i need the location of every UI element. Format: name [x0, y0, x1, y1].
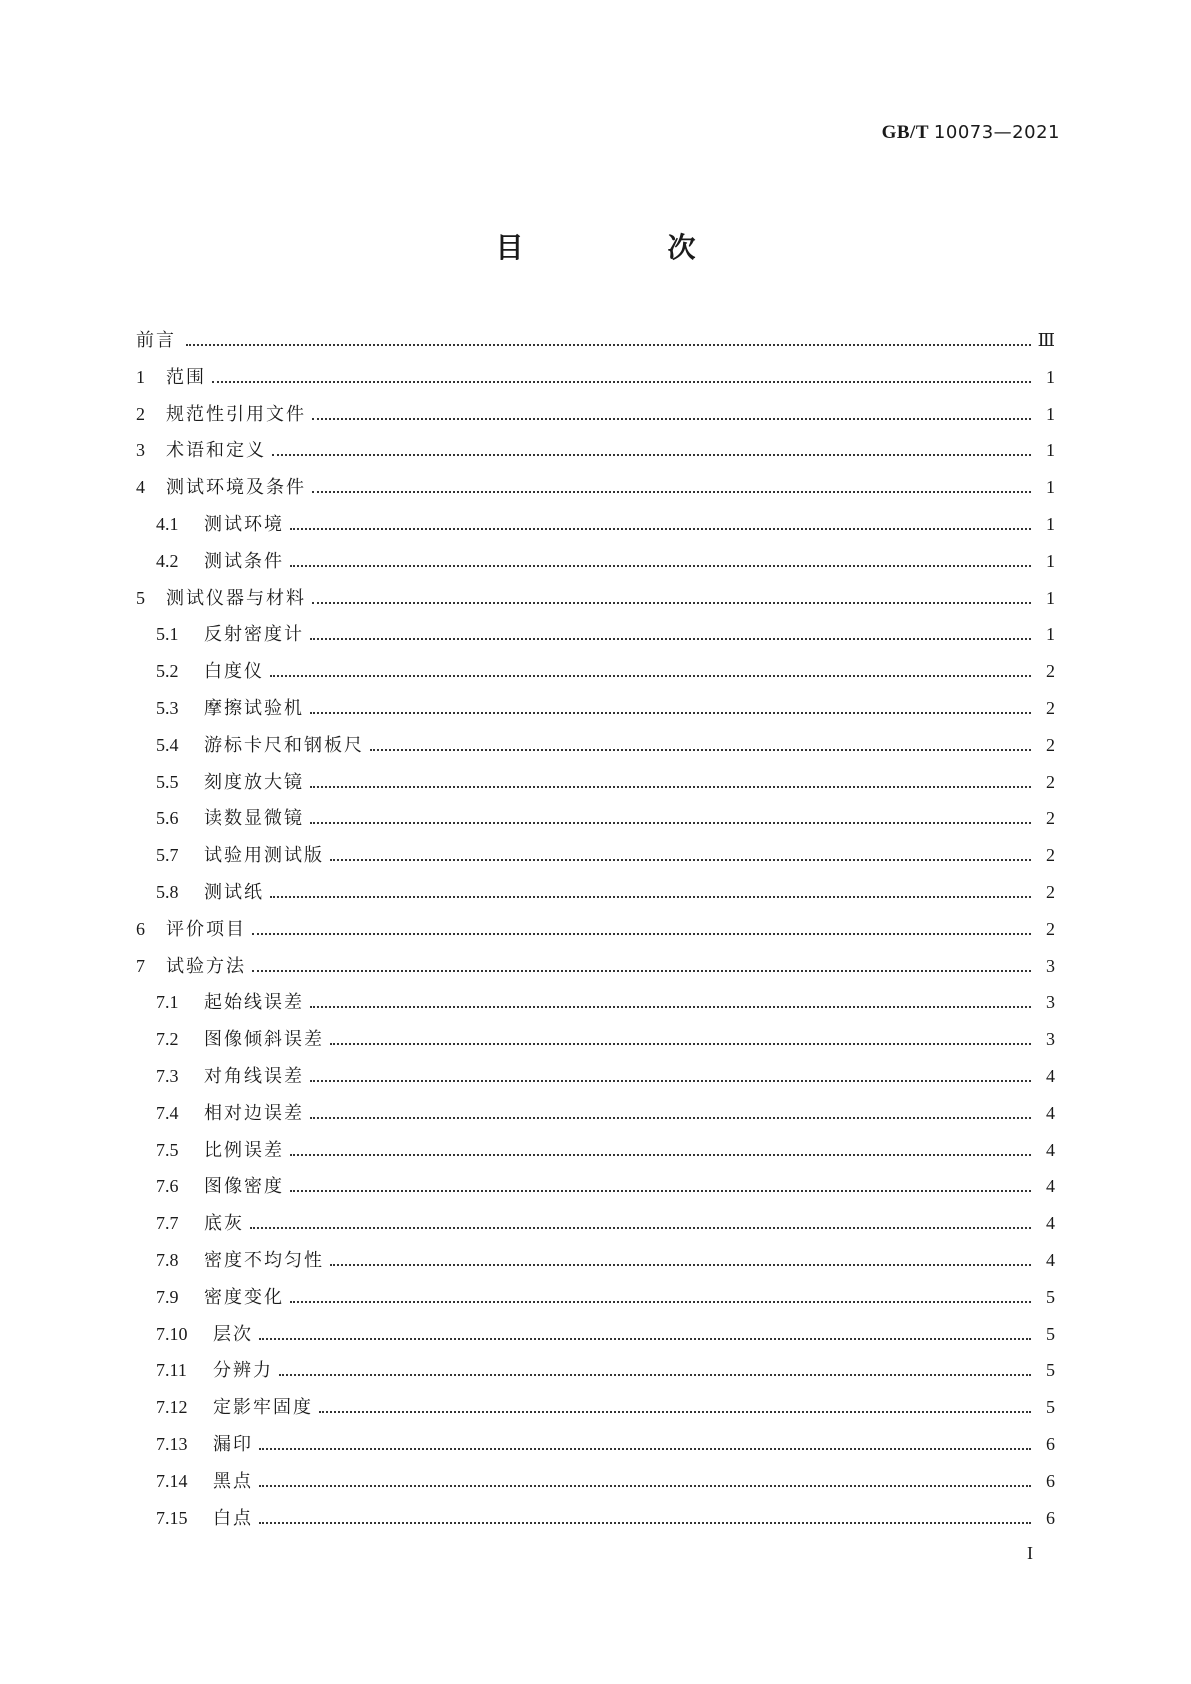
- toc-entry-page: 2: [1046, 808, 1055, 829]
- toc-entry[interactable]: [136, 616, 1055, 653]
- toc-entry-page: 6: [1046, 1470, 1055, 1491]
- toc-leader-dots: [310, 711, 1031, 714]
- toc-entry-number: 7.11: [156, 1360, 187, 1381]
- toc-entry-page: 1: [1046, 513, 1055, 534]
- toc-entry-label: 规范性引用文件: [166, 403, 306, 425]
- toc-leader-dots: [270, 674, 1031, 677]
- toc-entry-number: 5.2: [156, 661, 179, 682]
- toc-entry-page: 3: [1046, 1029, 1055, 1050]
- toc-leader-dots: [252, 932, 1031, 935]
- toc-entry-label: 白点: [213, 1507, 253, 1529]
- toc-entry-page: 2: [1046, 771, 1055, 792]
- toc-entry-number: 7.8: [156, 1249, 179, 1270]
- toc-entry-page: 6: [1046, 1507, 1055, 1528]
- toc-entry-number: 5.3: [156, 697, 179, 718]
- toc-entry-page: 1: [1046, 587, 1055, 608]
- toc-entry[interactable]: [136, 1021, 1055, 1058]
- toc-entry-label: 黑点: [213, 1470, 253, 1492]
- toc-entry-label: 相对边误差: [204, 1102, 304, 1124]
- standard-code: 10073—2021: [933, 122, 1060, 143]
- standard-prefix: GB/T: [881, 122, 929, 143]
- toc-entry-number: 7.5: [156, 1139, 179, 1160]
- toc-leader-dots: [272, 453, 1031, 456]
- toc-entry-label: 摩擦试验机: [204, 697, 304, 719]
- toc-entry-page: 4: [1046, 1213, 1055, 1234]
- toc-entry-number: 7.6: [156, 1176, 179, 1197]
- toc-leader-dots: [259, 1484, 1031, 1487]
- toc-entry-number: 1: [136, 366, 145, 387]
- toc-entry-page: 4: [1046, 1139, 1055, 1160]
- toc-entry-page: 3: [1046, 992, 1055, 1013]
- toc-entry-label: 密度变化: [204, 1286, 284, 1308]
- toc-entry[interactable]: [136, 1500, 1055, 1537]
- toc-entry-page: 2: [1046, 918, 1055, 939]
- toc-entry[interactable]: [136, 432, 1055, 469]
- toc-entry-label: 测试仪器与材料: [166, 587, 306, 609]
- toc-leader-dots: [312, 490, 1031, 493]
- toc-leader-dots: [310, 637, 1031, 640]
- toc-entry[interactable]: [136, 506, 1055, 543]
- toc-entry-number: 7.3: [156, 1065, 179, 1086]
- toc-entry-number: 4: [136, 477, 145, 498]
- toc-entry[interactable]: [136, 1279, 1055, 1316]
- toc-entry-number: 2: [136, 403, 145, 424]
- toc-entry-label: 评价项目: [166, 918, 246, 940]
- toc-entry[interactable]: [136, 727, 1055, 764]
- toc-entry[interactable]: [136, 837, 1055, 874]
- toc-entry-number: 5.5: [156, 771, 179, 792]
- toc-entry-label: 范围: [166, 366, 206, 388]
- toc-entry[interactable]: [136, 543, 1055, 580]
- toc-entry-number: 7.2: [156, 1029, 179, 1050]
- toc-entry-label: 图像倾斜误差: [204, 1029, 324, 1051]
- toc-entry-page: 1: [1046, 403, 1055, 424]
- toc-entry-page: 2: [1046, 845, 1055, 866]
- toc-entry-label: 定影牢固度: [213, 1397, 313, 1419]
- toc-leader-dots: [310, 1005, 1031, 1008]
- toc-entry-number: 7.1: [156, 992, 179, 1013]
- toc-entry-label: 测试环境: [204, 513, 284, 535]
- toc-entry-page: 6: [1046, 1433, 1055, 1454]
- toc-entry-label: 反射密度计: [204, 624, 304, 646]
- toc-entry-label: 底灰: [204, 1213, 244, 1235]
- toc-entry-page: 5: [1046, 1286, 1055, 1307]
- toc-leader-dots: [212, 380, 1031, 383]
- toc-entry-label: 测试环境及条件: [166, 477, 306, 499]
- toc-entry[interactable]: [136, 1426, 1055, 1463]
- toc-entry[interactable]: [136, 800, 1055, 837]
- toc-entry-number: 5: [136, 587, 145, 608]
- toc-entry-page: 2: [1046, 697, 1055, 718]
- toc-leader-dots: [312, 417, 1031, 420]
- toc-leader-dots: [259, 1337, 1031, 1340]
- toc-entry[interactable]: [136, 653, 1055, 690]
- toc-entry-number: 7: [136, 955, 145, 976]
- toc-entry-number: 6: [136, 918, 145, 939]
- toc-leader-dots: [270, 895, 1031, 898]
- toc-entry-page: 5: [1046, 1323, 1055, 1344]
- toc-entry-page: 2: [1046, 734, 1055, 755]
- toc-leader-dots: [252, 969, 1031, 972]
- toc-entry-label: 读数显微镜: [204, 808, 304, 830]
- toc-entry-page: 1: [1046, 624, 1055, 645]
- toc-entry-label: 游标卡尺和钢板尺: [204, 734, 364, 756]
- toc-entry-number: 5.7: [156, 845, 179, 866]
- toc-entry-number: 4.1: [156, 513, 179, 534]
- toc-entry-label: 测试纸: [204, 881, 264, 903]
- toc-entry[interactable]: [136, 1095, 1055, 1132]
- toc-leader-dots: [290, 527, 1031, 530]
- toc-entry[interactable]: [136, 1168, 1055, 1205]
- toc-entry-label: 术语和定义: [166, 440, 266, 462]
- toc-entry-number: 3: [136, 440, 145, 461]
- toc-leader-dots: [312, 601, 1031, 604]
- toc-entry[interactable]: [136, 580, 1055, 617]
- toc-leader-dots: [186, 343, 1031, 346]
- toc-leader-dots: [319, 1410, 1031, 1413]
- toc-entry[interactable]: [136, 1058, 1055, 1095]
- toc-entry[interactable]: [136, 764, 1055, 801]
- toc-entry[interactable]: [136, 1352, 1055, 1389]
- toc-entry[interactable]: [136, 1132, 1055, 1169]
- toc-leader-dots: [290, 1300, 1031, 1303]
- toc-entry-page: 2: [1046, 881, 1055, 902]
- toc-entry-page: Ⅲ: [1037, 330, 1055, 350]
- toc-entry-label: 刻度放大镜: [204, 771, 304, 793]
- table-of-contents: [136, 322, 1055, 1536]
- toc-entry[interactable]: [136, 984, 1055, 1021]
- toc-entry-page: 4: [1046, 1065, 1055, 1086]
- toc-entry[interactable]: [136, 874, 1055, 911]
- toc-entry[interactable]: [136, 1242, 1055, 1279]
- page-title: 目 次: [495, 231, 754, 264]
- toc-entry[interactable]: [136, 1316, 1055, 1353]
- toc-leader-dots: [330, 1263, 1031, 1266]
- toc-entry-label: 漏印: [213, 1433, 253, 1455]
- standard-number: [882, 122, 1060, 144]
- toc-entry-number: 5.8: [156, 881, 179, 902]
- toc-entry-number: 7.13: [156, 1433, 188, 1454]
- toc-leader-dots: [330, 858, 1031, 861]
- toc-entry-page: 1: [1046, 550, 1055, 571]
- toc-entry-number: 5.6: [156, 808, 179, 829]
- toc-entry-label: 密度不均匀性: [204, 1249, 324, 1271]
- toc-entry-label: 前言: [136, 330, 176, 351]
- toc-entry-number: 7.9: [156, 1286, 179, 1307]
- toc-leader-dots: [310, 1116, 1031, 1119]
- toc-entry[interactable]: [136, 322, 1055, 359]
- toc-entry-number: 7.4: [156, 1102, 179, 1123]
- toc-entry-number: 7.7: [156, 1213, 179, 1234]
- toc-leader-dots: [290, 1153, 1031, 1156]
- toc-leader-dots: [290, 564, 1031, 567]
- toc-leader-dots: [370, 748, 1031, 751]
- toc-entry-number: 7.10: [156, 1323, 188, 1344]
- toc-leader-dots: [259, 1447, 1031, 1450]
- toc-entry-page: 5: [1046, 1397, 1055, 1418]
- toc-entry-page: 5: [1046, 1360, 1055, 1381]
- toc-entry-label: 试验用测试版: [204, 845, 324, 867]
- toc-leader-dots: [310, 785, 1031, 788]
- toc-entry-label: 起始线误差: [204, 992, 304, 1014]
- toc-leader-dots: [330, 1042, 1031, 1045]
- toc-leader-dots: [310, 1079, 1031, 1082]
- toc-entry[interactable]: [136, 690, 1055, 727]
- toc-entry-page: 2: [1046, 661, 1055, 682]
- toc-entry-page: 4: [1046, 1102, 1055, 1123]
- toc-entry-page: 1: [1046, 440, 1055, 461]
- toc-entry-label: 图像密度: [204, 1176, 284, 1198]
- toc-entry-label: 分辨力: [213, 1360, 273, 1382]
- toc-entry-number: 7.14: [156, 1470, 188, 1491]
- toc-entry-label: 试验方法: [166, 955, 246, 977]
- toc-entry-number: 7.12: [156, 1397, 188, 1418]
- toc-leader-dots: [310, 821, 1031, 824]
- toc-entry-number: 5.4: [156, 734, 179, 755]
- toc-entry[interactable]: [136, 1389, 1055, 1426]
- toc-leader-dots: [290, 1189, 1031, 1192]
- toc-entry-page: 1: [1046, 477, 1055, 498]
- toc-entry[interactable]: [136, 911, 1055, 948]
- toc-entry-number: 7.15: [156, 1507, 188, 1528]
- toc-entry-page: 4: [1046, 1249, 1055, 1270]
- toc-entry-label: 比例误差: [204, 1139, 284, 1161]
- toc-entry[interactable]: [136, 1205, 1055, 1242]
- toc-entry-label: 对角线误差: [204, 1065, 304, 1087]
- toc-entry[interactable]: [136, 469, 1055, 506]
- toc-leader-dots: [279, 1373, 1031, 1376]
- toc-entry[interactable]: [136, 1463, 1055, 1500]
- page-number: I: [1027, 1543, 1033, 1563]
- toc-entry-label: 白度仪: [204, 661, 264, 683]
- toc-entry-label: 层次: [213, 1323, 253, 1345]
- toc-leader-dots: [250, 1226, 1031, 1229]
- toc-entry-label: 测试条件: [204, 550, 284, 572]
- toc-leader-dots: [259, 1521, 1031, 1524]
- toc-entry[interactable]: [136, 359, 1055, 396]
- toc-entry-page: 3: [1046, 955, 1055, 976]
- toc-entry-page: 4: [1046, 1176, 1055, 1197]
- toc-entry[interactable]: [136, 948, 1055, 985]
- toc-entry-page: 1: [1046, 366, 1055, 387]
- toc-entry-number: 5.1: [156, 624, 179, 645]
- toc-entry-number: 4.2: [156, 550, 179, 571]
- toc-entry[interactable]: [136, 396, 1055, 433]
